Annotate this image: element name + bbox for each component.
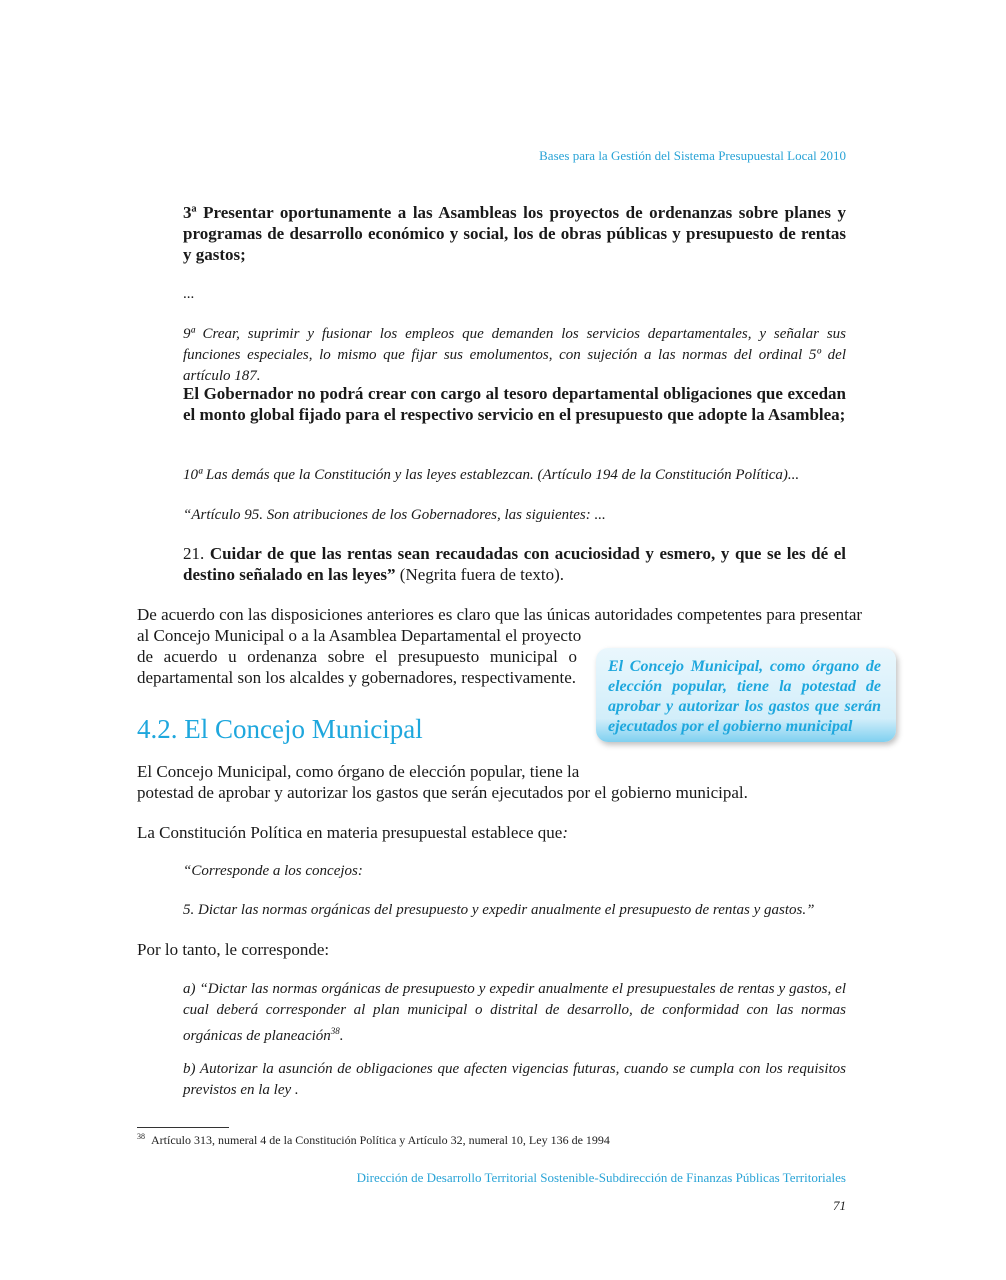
para2-line2: potestad de aprobar y autorizar los gastos que serán ejecutados por el gobierno municipal. (137, 783, 748, 802)
para4: Por lo tanto, le corresponde: (137, 940, 330, 959)
para3-text: La Constitución Política en materia presupuestal establece que (137, 823, 563, 842)
para1-line4: departamental son los alcaldes y gobernadores, respectivamente. (137, 668, 576, 687)
footnote-divider (137, 1127, 229, 1128)
para1-line2: al Concejo Municipal o a la Asamblea Departamental el proyecto (137, 626, 582, 645)
para3 (137, 822, 568, 843)
item-a-text: a) “Dictar las normas orgánicas de presupuesto y expedir anualmente el presupuestales de rentas y gastos, el cual deberá corresponder al plan municipal o distrital de desarrollo, de conformidad con las normas orgánicas de planeación (183, 981, 846, 1044)
quote3-item-b: b) Autorizar la asunción de obligaciones que afecten vigencias futuras, cuando se cumpla con los requisitos previstos en la ley . (183, 1061, 846, 1098)
para3-colon: : (562, 823, 569, 842)
quote2-intro: “Corresponde a los concejos: (183, 863, 363, 879)
running-header: Bases para la Gestión del Sistema Presupuestal Local 2010 (539, 148, 846, 163)
section-heading: 4.2. El Concejo Municipal (137, 714, 423, 744)
footnote-mark: 38 (137, 1132, 145, 1141)
item-21-note: (Negrita fuera de texto). (399, 565, 565, 584)
footnote-text: Artículo 313, numeral 4 de la Constitución Política y Artículo 32, numeral 10, Ley 136 de 1994 (151, 1133, 610, 1147)
ellipsis: ... (183, 286, 195, 302)
footnote-ref-38[interactable]: 38 (330, 1026, 340, 1036)
quote-item-21 (183, 543, 846, 585)
para1-line3: de acuerdo u ordenanza sobre el presupuesto municipal o (137, 647, 577, 666)
page-footer: Dirección de Desarrollo Territorial Sostenible-Subdirección de Finanzas Públicas Territoriales (356, 1170, 846, 1185)
quote-gobernador: El Gobernador no podrá crear con cargo al tesoro departamental obligaciones que excedan el monto global fijado para el respectivo servicio en el presupuesto que adopte la Asamblea; (183, 384, 846, 424)
item-21-bold-text: Cuidar de que las rentas sean recaudadas con acuciosidad y esmero, y que se les dé el destino señalado en las leyes” (183, 544, 846, 584)
para1-line1: De acuerdo con las disposiciones anteriores es claro que las únicas autoridades competentes para presentar (137, 605, 863, 624)
para2-line1: El Concejo Municipal, como órgano de elección popular, tiene la (137, 762, 580, 781)
callout-text: El Concejo Municipal, como órgano de elección popular, tiene la potestad de aprobar y autorizar los gastos que serán ejecutados por el gobierno municipal (608, 658, 881, 735)
item-21-number: 21. (183, 544, 205, 563)
quote2-item-5: 5. Dictar las normas orgánicas del presupuesto y expedir anualmente el presupuesto de rentas y gastos.” (183, 902, 815, 918)
quote-item-10: 10ª Las demás que la Constitución y las leyes establezcan. (Artículo 194 de la Constitución Política)... (183, 467, 800, 483)
quote-item-3: 3ª Presentar oportunamente a las Asambleas los proyectos de ordenanzas sobre planes y programas de desarrollo económico y social, los de obras públicas y presupuesto de rentas y gastos; (183, 203, 846, 264)
footnote (137, 1132, 610, 1148)
quote3-item-a (183, 979, 846, 1047)
quote-item-9: 9ª Crear, suprimir y fusionar los empleos que demanden los servicios departamentales, y señalar sus funciones especiales, lo mismo que fijar sus emolumentos, con sujeción a las normas del ordinal 5º del artículo 187. (183, 326, 846, 384)
quote-article-95: “Artículo 95. Son atribuciones de los Gobernadores, las siguientes: ... (183, 507, 606, 523)
page-number: 71 (833, 1198, 846, 1213)
item-a-end: . (339, 1028, 344, 1044)
